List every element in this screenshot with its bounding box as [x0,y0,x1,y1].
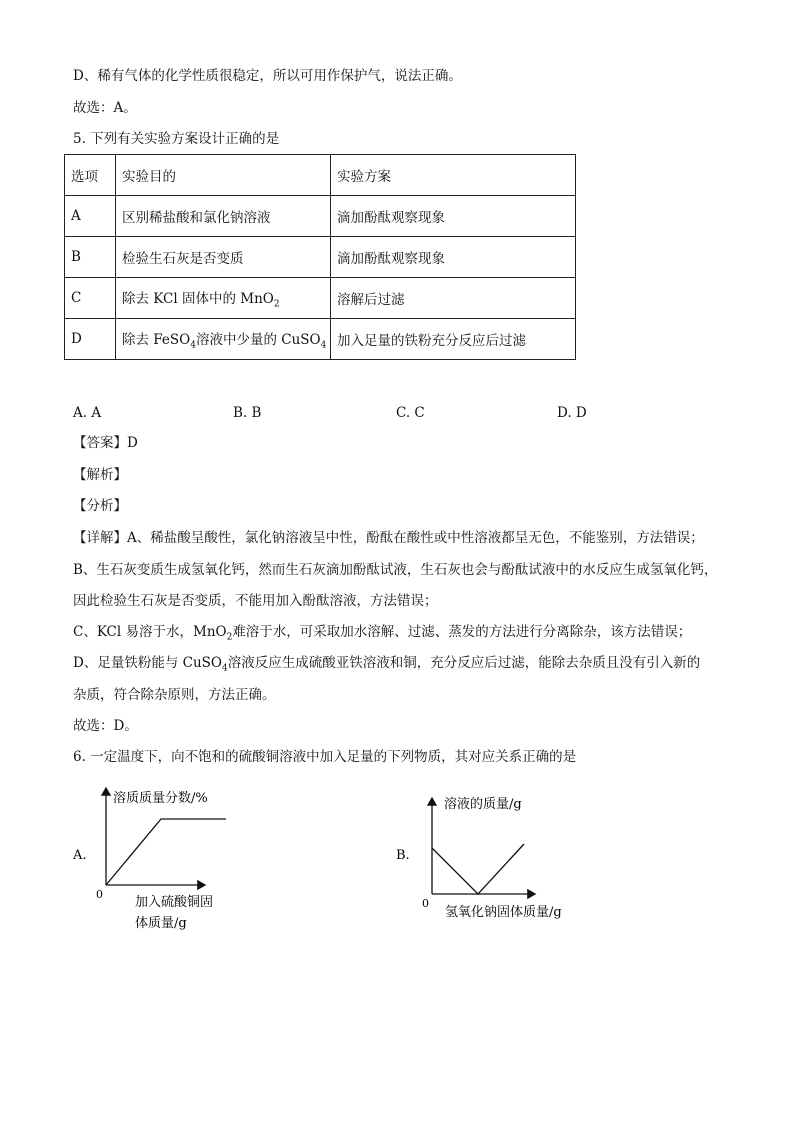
header-cell: 实验目的 [116,155,331,196]
graph-a-x-label-2: 体质量/g [135,916,187,931]
table-row [65,237,576,278]
purpose-cell: 检验生石灰是否变质 [116,237,331,278]
detail-line-4: C、KCl 易溶于水，MnO$_2$难溶于水，可采取加水溶解、过滤、蒸发的方法进行分离除杂，该方法错误； [73,624,692,643]
option-cell: D [65,319,116,360]
detail-line-5: D、足量铁粉能与 CuSO$_4$溶液反应生成硫酸亚铁溶液和铜，充分反应后过滤，能除去杂质且没有引入新的 [73,655,701,674]
plan-cell: 溶解后过滤 [331,278,576,319]
fenxi-label: 【分析】 [73,498,127,514]
graph-b-option-label: B. [396,848,410,863]
purpose-cell: 区别稀盐酸和氯化钠溶液 [116,196,331,237]
detail-line-6: 杂质，符合除杂原则，方法正确。 [73,687,276,703]
table-row [65,196,576,237]
detail-line-2: B、生石灰变质生成氢氧化钙，然而生石灰滴加酚酞试液，生石灰也会与酚酞试液中的水反应生成氢氧化钙， [73,562,718,578]
option-cell: A [65,196,116,237]
plan-cell: 滴加酚酞观察现象 [331,237,576,278]
option-cell: B [65,237,116,278]
graph-a-y-label: 溶质质量分数/% [113,791,208,806]
graph-b-y-label: 溶液的质量/g [444,797,522,812]
graph-a-x-label-1: 加入硫酸铜固 [135,895,214,910]
purpose-cell: 除去 KCl 固体中的 MnO$_2$ [116,278,331,319]
analysis-label: 【解析】 [73,467,127,483]
detail-line-1: 【详解】A、稀盐酸呈酸性，氯化钠溶液呈中性，酚酞在酸性或中性溶液都呈无色，不能鉴别，方法错误； [73,530,704,546]
answer-value: D [127,435,138,451]
graph-a[interactable] [72,788,226,931]
answer-line [73,433,138,453]
question-6-stem: 6. 一定温度下，向不饱和的硫酸铜溶液中加入足量的下列物质，其对应关系正确的是 [73,749,577,765]
q5-table [64,154,576,360]
graph-a-origin: 0 [96,888,103,901]
graph-a-line [106,819,226,885]
select-d-line: 故选：D。 [73,718,138,734]
graph-a-option-label: A. [73,848,87,863]
table-row [65,278,576,319]
detail-line-3: 因此检验生石灰是否变质，不能用加入酚酞溶液，方法错误； [73,593,438,609]
q6-graphs [0,770,794,1030]
q5-option-a[interactable]: A. A [73,405,102,421]
graph-b-origin: 0 [422,897,429,910]
graph-b[interactable] [396,796,562,920]
header-cell: 实验方案 [331,155,576,196]
graph-b-x-label: 氢氧化钠固体质量/g [445,905,562,920]
purpose-cell: 除去 FeSO$_4$溶液中少量的 CuSO$_4$ [116,319,331,360]
plan-cell: 滴加酚酞观察现象 [331,196,576,237]
graph-b-line [432,844,524,894]
prev-option-d-line: D、稀有气体的化学性质很稳定，所以可用作保护气，说法正确。 [73,68,462,84]
q5-option-c[interactable]: C. C [396,405,425,421]
question-5-stem: 5. 下列有关实验方案设计正确的是 [73,131,280,147]
answer-label: 【答案】 [73,435,127,451]
table-header-row [65,155,576,196]
q5-option-d[interactable]: D. D [557,405,587,421]
header-cell: 选项 [65,155,116,196]
table-row [65,319,576,360]
q5-option-b[interactable]: B. B [233,405,262,421]
plan-cell: 加入足量的铁粉充分反应后过滤 [331,319,576,360]
detail-label: 【详解】 [73,530,127,546]
option-cell: C [65,278,116,319]
prev-select-line: 故选：A。 [73,100,137,116]
